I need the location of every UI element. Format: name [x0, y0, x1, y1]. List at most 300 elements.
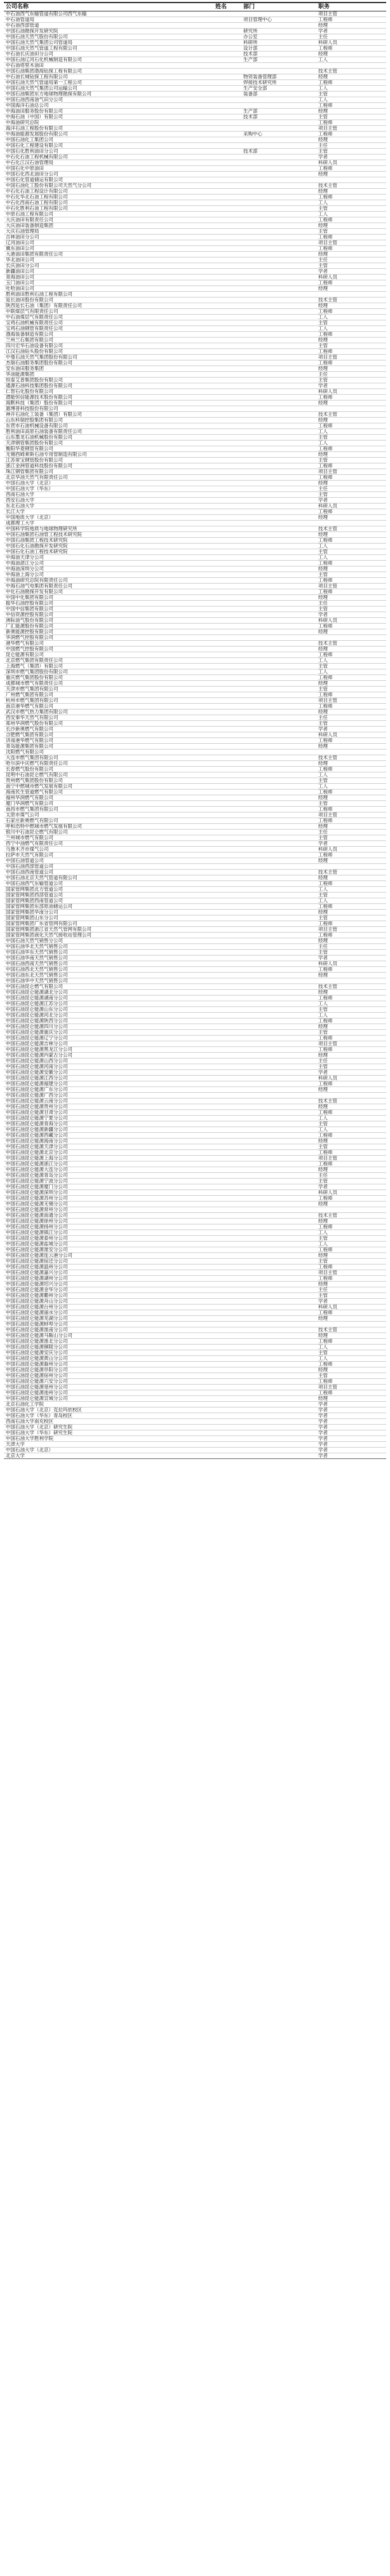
cell-company: 中国石油昆仑能源池州分公司: [4, 1390, 213, 1396]
cell-company: 中国石油昆仑能源福建分公司: [4, 1081, 213, 1087]
table-row: [4, 492, 386, 498]
table-row: [4, 1202, 386, 1207]
cell-title: 工程师: [316, 463, 386, 469]
cell-department: [241, 166, 316, 172]
cell-department: [241, 309, 316, 315]
cell-name: [213, 34, 241, 40]
cell-department: [241, 721, 316, 727]
cell-company: 中国石油昆仑能源扬州分公司: [4, 1224, 213, 1230]
table-row: [4, 343, 386, 349]
cell-company: 广汇能源股份有限公司: [4, 624, 213, 629]
table-row: [4, 40, 386, 46]
cell-department: [241, 738, 316, 744]
cell-name: [213, 441, 241, 446]
table-row: [4, 875, 386, 881]
cell-company: 天津市燃气集团有限公司: [4, 687, 213, 692]
cell-name: [213, 1362, 241, 1367]
cell-name: [213, 395, 241, 401]
cell-department: [241, 1453, 316, 1459]
cell-department: [241, 395, 316, 401]
cell-department: [241, 669, 316, 675]
cell-department: [241, 950, 316, 956]
cell-department: [241, 641, 316, 647]
cell-title: 主任: [316, 372, 386, 378]
cell-department: [241, 732, 316, 738]
cell-name: [213, 143, 241, 149]
table-row: [4, 429, 386, 435]
cell-department: [241, 1385, 316, 1390]
cell-company: 中石油煤层气有限责任公司: [4, 315, 213, 320]
cell-title: 学者: [316, 1299, 386, 1305]
cell-name: [213, 1179, 241, 1184]
table-row: [4, 1093, 386, 1099]
cell-department: [241, 320, 316, 326]
cell-name: [213, 235, 241, 240]
cell-title: 主任: [316, 1058, 386, 1064]
cell-department: [241, 572, 316, 578]
cell-department: [241, 1322, 316, 1327]
table-row: [4, 114, 386, 120]
table-row: [4, 1087, 386, 1093]
cell-title: 主管: [316, 320, 386, 326]
table-row: [4, 675, 386, 681]
cell-title: 工人: [316, 555, 386, 561]
cell-name: [213, 1053, 241, 1058]
cell-name: [213, 973, 241, 978]
cell-department: [241, 1310, 316, 1316]
cell-name: [213, 435, 241, 441]
cell-name: [213, 498, 241, 504]
table-row: [4, 1144, 386, 1150]
cell-name: [213, 1253, 241, 1259]
cell-company: 国家管网集团液化天然气接收站管理公司: [4, 933, 213, 938]
cell-department: [241, 1099, 316, 1104]
cell-name: [213, 1230, 241, 1236]
table-row: [4, 566, 386, 572]
cell-company: 东营市石油机械设备有限公司: [4, 423, 213, 429]
table-row: [4, 795, 386, 801]
cell-title: 主管: [316, 687, 386, 692]
cell-department: [241, 1202, 316, 1207]
cell-title: 科研人员: [316, 1190, 386, 1196]
cell-title: 科研人员: [316, 160, 386, 166]
cell-name: [213, 727, 241, 732]
cell-title: 工程师: [316, 624, 386, 629]
cell-company: 中国石油昆仑能源新疆分公司: [4, 1127, 213, 1133]
cell-department: [241, 549, 316, 555]
cell-company: 兰州兰石集团有限公司: [4, 338, 213, 343]
cell-title: 项目主管: [316, 126, 386, 132]
table-row: [4, 1121, 386, 1127]
cell-title: 工程师: [316, 767, 386, 772]
cell-department: [241, 257, 316, 263]
cell-title: 工人: [316, 887, 386, 893]
cell-department: [241, 63, 316, 69]
cell-company: 贵州燃气集团股份有限公司: [4, 778, 213, 784]
cell-name: [213, 246, 241, 252]
cell-department: [241, 566, 316, 572]
cell-title: 工人: [316, 212, 386, 217]
cell-company: 中石油塔里木油田: [4, 63, 213, 69]
cell-department: [241, 235, 316, 240]
cell-name: [213, 429, 241, 435]
cell-department: [241, 1419, 316, 1425]
cell-name: [213, 154, 241, 160]
table-row: [4, 1053, 386, 1058]
cell-title: 经理: [316, 418, 386, 423]
table-row: [4, 698, 386, 704]
cell-name: [213, 1058, 241, 1064]
table-row: [4, 292, 386, 298]
cell-name: [213, 263, 241, 269]
cell-name: [213, 921, 241, 927]
cell-title: 技术主管: [316, 1213, 386, 1219]
header-row: [4, 3, 386, 11]
cell-department: [241, 864, 316, 870]
cell-department: [241, 263, 316, 269]
cell-company: 中国石油昆仑能源金华分公司: [4, 1287, 213, 1293]
cell-title: 主管: [316, 835, 386, 841]
cell-name: [213, 1425, 241, 1430]
cell-title: [316, 1207, 386, 1213]
cell-title: 科研人员: [316, 1076, 386, 1081]
cell-name: [213, 738, 241, 744]
cell-title: 工程师: [316, 1110, 386, 1116]
cell-title: 工程师: [316, 967, 386, 973]
cell-company: 冀东油田公司: [4, 246, 213, 252]
table-row: [4, 1167, 386, 1173]
cell-title: 工程师: [316, 132, 386, 137]
cell-department: [241, 1007, 316, 1013]
cell-company: 北京大学: [4, 1453, 213, 1459]
table-row: [4, 360, 386, 366]
cell-title: 工人: [316, 326, 386, 332]
cell-title: 主管: [316, 1144, 386, 1150]
table-row: [4, 956, 386, 961]
cell-company: 振华石油控股有限公司: [4, 601, 213, 606]
cell-name: [213, 824, 241, 830]
cell-title: 主管: [316, 149, 386, 154]
cell-title: 学者: [316, 1442, 386, 1448]
cell-department: [241, 578, 316, 584]
table-row: [4, 578, 386, 584]
cell-department: [241, 584, 316, 589]
table-row: [4, 1373, 386, 1379]
cell-name: [213, 486, 241, 492]
cell-company: 国家管网集团西部管道公司: [4, 893, 213, 898]
cell-company: 中国石油昆仑能源马鞍山分公司: [4, 1333, 213, 1339]
cell-name: [213, 97, 241, 103]
cell-department: [241, 1448, 316, 1453]
cell-name: [213, 681, 241, 687]
cell-title: 工程师: [316, 17, 386, 23]
cell-department: [241, 401, 316, 406]
cell-department: [241, 1299, 316, 1305]
cell-company: 玉门油田公司: [4, 280, 213, 286]
cell-company: 中海油天津分公司: [4, 555, 213, 561]
cell-title: [316, 635, 386, 641]
cell-name: [213, 1047, 241, 1053]
cell-department: [241, 1013, 316, 1018]
cell-company: 中国石油昆仑能源黄山分公司: [4, 1356, 213, 1362]
cell-title: 主管: [316, 343, 386, 349]
cell-company: 珠江钢管集团有限公司: [4, 469, 213, 475]
table-row: [4, 217, 386, 223]
cell-name: [213, 961, 241, 967]
cell-name: [213, 481, 241, 486]
table-row: [4, 549, 386, 555]
cell-name: [213, 704, 241, 709]
cell-title: 工人: [316, 1230, 386, 1236]
cell-title: 经理: [316, 1396, 386, 1402]
table-row: [4, 1064, 386, 1070]
cell-department: [241, 1345, 316, 1350]
cell-department: [241, 1127, 316, 1133]
table-row: [4, 1190, 386, 1196]
cell-title: 学者: [316, 154, 386, 160]
cell-company: 大庆石油管理局: [4, 229, 213, 235]
cell-name: [213, 252, 241, 257]
cell-title: 项目主管: [316, 812, 386, 818]
cell-title: 经理: [316, 875, 386, 881]
cell-name: [213, 1013, 241, 1018]
cell-department: [241, 1190, 316, 1196]
cell-company: 四川宏华石油设备有限公司: [4, 343, 213, 349]
cell-title: 工人: [316, 441, 386, 446]
cell-title: 工程师: [316, 509, 386, 515]
cell-department: [241, 1087, 316, 1093]
cell-department: [241, 853, 316, 858]
cell-department: [241, 1316, 316, 1322]
cell-company: 华油能源集团: [4, 372, 213, 378]
cell-name: [213, 721, 241, 727]
table-row: [4, 149, 386, 154]
cell-title: 工程师: [316, 704, 386, 709]
cell-department: 生产部: [241, 109, 316, 114]
cell-name: [213, 280, 241, 286]
cell-title: [316, 292, 386, 298]
cell-name: [213, 1276, 241, 1282]
cell-department: [241, 372, 316, 378]
cell-company: 中海油研究总院有限责任公司: [4, 578, 213, 584]
table-row: [4, 727, 386, 732]
cell-company: 中国石油昆仑能源辽宁分公司: [4, 1036, 213, 1041]
table-row: [4, 92, 386, 97]
cell-title: 学者: [316, 956, 386, 961]
table-body: [4, 11, 386, 1459]
cell-name: [213, 1367, 241, 1373]
table-row: [4, 1453, 386, 1459]
cell-company: 西南石油大学: [4, 492, 213, 498]
cell-company: 中国石油昆仑能源淮南分公司: [4, 1327, 213, 1333]
table-row: [4, 395, 386, 401]
cell-title: 工人: [316, 1001, 386, 1007]
table-row: [4, 1036, 386, 1041]
table-row: [4, 1236, 386, 1242]
table-row: [4, 1219, 386, 1224]
cell-department: [241, 1173, 316, 1179]
cell-name: [213, 1139, 241, 1144]
cell-title: 科研人员: [316, 961, 386, 967]
cell-name: [213, 1133, 241, 1139]
cell-name: [213, 1396, 241, 1402]
table-row: [4, 1179, 386, 1184]
table-row: [4, 23, 386, 29]
cell-title: 学者: [316, 383, 386, 389]
cell-name: [213, 1408, 241, 1413]
cell-title: 经理: [316, 515, 386, 521]
cell-name: [213, 1076, 241, 1081]
cell-name: [213, 92, 241, 97]
cell-department: [241, 172, 316, 177]
cell-title: 项目主管: [316, 927, 386, 933]
cell-department: [241, 280, 316, 286]
cell-company: 中国石油化工集团公司: [4, 137, 213, 143]
cell-department: [241, 509, 316, 515]
cell-name: [213, 332, 241, 338]
cell-company: 中国石油昆仑能源黑龙江分公司: [4, 1047, 213, 1053]
cell-department: [241, 11, 316, 17]
cell-department: [241, 200, 316, 206]
cell-department: [241, 212, 316, 217]
cell-department: [241, 475, 316, 481]
cell-title: 工程师: [316, 235, 386, 240]
cell-department: [241, 1287, 316, 1293]
cell-company: 长沙新奥燃气有限公司: [4, 727, 213, 732]
cell-department: [241, 1058, 316, 1064]
cell-company: 大港油田集团有限责任公司: [4, 252, 213, 257]
table-row: [4, 195, 386, 200]
cell-title: 技术主管: [316, 412, 386, 418]
cell-department: [241, 1150, 316, 1156]
cell-company: 中国石油昆仑能源湖南分公司: [4, 996, 213, 1001]
table-row: [4, 97, 386, 103]
cell-title: 工人: [316, 772, 386, 778]
cell-department: [241, 137, 316, 143]
cell-name: [213, 492, 241, 498]
cell-title: 经理: [316, 1139, 386, 1144]
cell-title: 工程师: [316, 675, 386, 681]
cell-title: 学者: [316, 1070, 386, 1076]
cell-company: 山东墨龙石油机械股份有限公司: [4, 435, 213, 441]
cell-name: [213, 23, 241, 29]
cell-title: 科研人员: [316, 732, 386, 738]
cell-name: [213, 74, 241, 80]
cell-department: [241, 412, 316, 418]
cell-company: 中海石油（中国）有限公司: [4, 114, 213, 120]
cell-title: 主管: [316, 801, 386, 807]
cell-company: 中国石油昆仑能源宁波分公司: [4, 1179, 213, 1184]
cell-name: [213, 338, 241, 343]
cell-title: 工人: [316, 86, 386, 92]
cell-name: [213, 160, 241, 166]
cell-name: [213, 189, 241, 195]
cell-company: 中石化江汉石油管理局: [4, 160, 213, 166]
table-row: [4, 996, 386, 1001]
cell-company: 中国石油集团东方地球物理勘探有限公司: [4, 92, 213, 97]
table-row: [4, 692, 386, 698]
cell-name: [213, 1030, 241, 1036]
cell-company: 辽河油田公司: [4, 240, 213, 246]
cell-title: 经理: [316, 223, 386, 229]
cell-name: [213, 950, 241, 956]
cell-title: 技术主管: [316, 69, 386, 74]
cell-department: [241, 1133, 316, 1139]
table-row: [4, 750, 386, 755]
cell-name: [213, 675, 241, 681]
cell-name: [213, 526, 241, 532]
table-row: [4, 383, 386, 389]
table-row: [4, 17, 386, 23]
cell-company: 中国石油昆仑能源河南分公司: [4, 1064, 213, 1070]
cell-department: [241, 1081, 316, 1087]
cell-department: 设计部: [241, 46, 316, 51]
cell-company: 郑州华润燃气股份有限公司: [4, 721, 213, 727]
cell-title: 工程师: [316, 1196, 386, 1202]
cell-company: 中国石油大学（北京）: [4, 1448, 213, 1453]
cell-department: [241, 532, 316, 538]
cell-company: 中国石油大学胜利学院: [4, 1436, 213, 1442]
cell-title: 经理: [316, 1333, 386, 1339]
table-row: [4, 1270, 386, 1276]
table-row: [4, 1390, 386, 1396]
cell-name: [213, 664, 241, 669]
cell-title: 工程师: [316, 904, 386, 910]
cell-title: 经理: [316, 481, 386, 486]
cell-company: 仁智石化股份有限公司: [4, 389, 213, 395]
cell-department: [241, 652, 316, 658]
table-row: [4, 1436, 386, 1442]
cell-title: 工人: [316, 669, 386, 675]
cell-company: 中石化石油工程设计有限公司: [4, 189, 213, 195]
table-row: [4, 1081, 386, 1087]
cell-department: [241, 1030, 316, 1036]
cell-name: [213, 732, 241, 738]
table-row: [4, 927, 386, 933]
cell-name: [213, 624, 241, 629]
cell-company: 宝鸡石油机械有限责任公司: [4, 320, 213, 326]
cell-department: [241, 755, 316, 761]
cell-company: 大庆油田有限责任公司: [4, 217, 213, 223]
cell-department: [241, 675, 316, 681]
cell-title: 主管: [316, 263, 386, 269]
cell-name: [213, 11, 241, 17]
cell-title: 学者: [316, 1425, 386, 1430]
cell-name: [213, 126, 241, 132]
cell-name: [213, 206, 241, 212]
table-row: [4, 1110, 386, 1116]
cell-name: [213, 412, 241, 418]
cell-company: 中国石油天然气股份有限公司: [4, 34, 213, 40]
cell-department: [241, 429, 316, 435]
table-row: [4, 584, 386, 589]
cell-company: 西安秦华天然气有限公司: [4, 715, 213, 721]
cell-company: 中国石油昆仑能源大连分公司: [4, 1167, 213, 1173]
cell-name: [213, 269, 241, 275]
cell-company: 中国石油昆仑能源湖北分公司: [4, 990, 213, 996]
cell-company: 中国石油昆仑能源芜湖分公司: [4, 1316, 213, 1322]
cell-name: [213, 772, 241, 778]
cell-title: 科研人员: [316, 40, 386, 46]
cell-title: 工程师: [316, 933, 386, 938]
cell-name: [213, 1018, 241, 1024]
cell-department: [241, 1333, 316, 1339]
cell-company: 恒泰艾普集团股份有限公司: [4, 378, 213, 383]
table-row: [4, 881, 386, 887]
table-row: [4, 984, 386, 990]
table-row: [4, 807, 386, 812]
cell-title: 工程师: [316, 589, 386, 595]
